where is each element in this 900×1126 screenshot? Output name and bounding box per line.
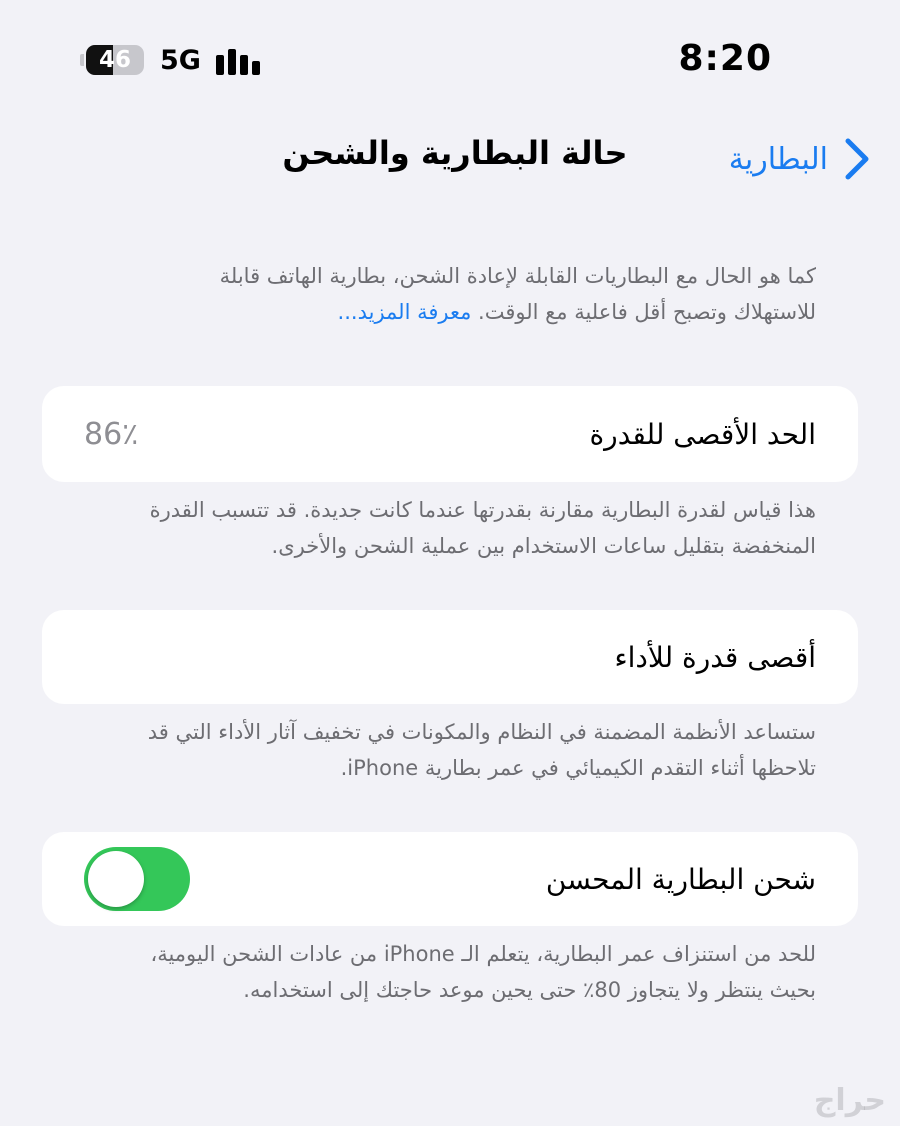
network-type: 5G: [160, 45, 201, 76]
intro-text: [136, 258, 816, 330]
max-capacity-value: 86٪: [84, 416, 139, 452]
signal-strength-icon: [216, 45, 264, 75]
learn-more-link[interactable]: معرفة المزيد...: [337, 300, 472, 324]
battery-level: 46: [98, 47, 131, 73]
intro-description: كما هو الحال مع البطاريات القابلة لإعادة الشحن، بطارية الهاتف قابلة للاستهلاك وتصبح أقل فاعلية مع الوقت.: [219, 264, 816, 324]
page-title: حالة البطارية والشحن: [282, 134, 628, 172]
toggle-knob: [88, 851, 144, 907]
max-capacity-row: [42, 386, 858, 482]
battery-indicator: [80, 45, 144, 75]
back-button-label: البطارية: [728, 141, 828, 177]
status-time: 8:20: [678, 38, 772, 79]
peak-performance-footer: ستساعد الأنظمة المضمنة في النظام والمكونات في تخفيف آثار الأداء التي قد تلاحظها أثناء التقدم الكيميائي في عمر بطارية iPhone.: [147, 720, 816, 780]
peak-performance-row: [42, 610, 858, 704]
optimized-charging-row: [42, 832, 858, 926]
optimized-charging-toggle[interactable]: [84, 847, 190, 911]
peak-performance-label: أقصى قدرة للأداء: [614, 640, 816, 674]
optimized-charging-label: شحن البطارية المحسن: [545, 862, 816, 896]
back-button[interactable]: [729, 136, 872, 182]
watermark-logo: حراج: [813, 1083, 886, 1118]
max-capacity-label: الحد الأقصى للقدرة: [589, 417, 816, 451]
optimized-charging-footer: للحد من استنزاف عمر البطارية، يتعلم الـ iPhone من عادات الشحن اليومية، بحيث ينتظر ولا يتجاوز 80٪ حتى يحين موعد حاجتك إلى استخدامه.: [150, 942, 816, 1002]
max-capacity-footer: هذا قياس لقدرة البطارية مقارنة بقدرتها عندما كانت جديدة. قد تتسبب القدرة المنخفضة بتقليل ساعات الاستخدام بين عملية الشحن والأخرى.: [149, 498, 816, 558]
chevron-right-icon: [842, 137, 872, 181]
battery-tip: [80, 54, 84, 66]
